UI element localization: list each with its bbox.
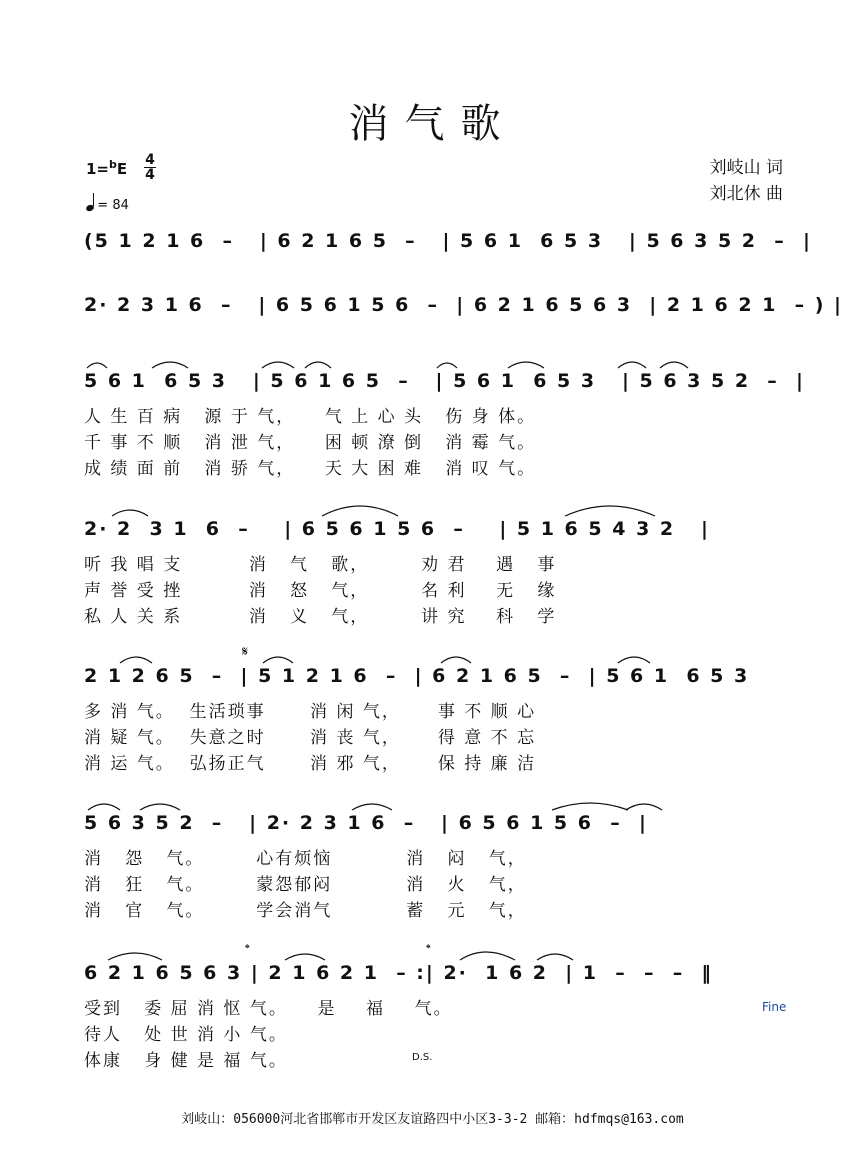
coda-sign-icon: 𝄌 bbox=[245, 942, 250, 957]
lyric-line: 私 人 关 系 消 义 气， 讲 究 科 学 bbox=[84, 607, 557, 627]
time-bottom: 4 bbox=[145, 167, 155, 183]
lyric-line: 人 生 百 病 源 于 气， 气 上 心 头 伤 身 体。 bbox=[84, 407, 537, 427]
song-title: 消气歌 bbox=[348, 101, 517, 147]
notation-system-1: (5 1 2 1 6 – | 6 2 1 6 5 – | 5 6 1 6 5 3 | 5 6 3 5 2 – | bbox=[84, 230, 812, 252]
coda-sign-icon: 𝄌 bbox=[426, 942, 431, 957]
lyric-line: 声 誉 受 挫 消 怒 气， 名 利 无 缘 bbox=[84, 581, 557, 601]
key-note: E bbox=[116, 160, 128, 178]
key-signature bbox=[86, 158, 127, 178]
time-signature bbox=[143, 153, 157, 182]
contact-footer: 刘岐山：056000河北省邯郸市开发区友谊路四中小区3-3-2 邮箱：hdfmqs@163.com bbox=[181, 1112, 684, 1127]
notation-system-7: 6 2 1 6 5 6 3 | 2 1 6 2 1 – :| 2· 1 6 2 | 1 – – – ‖ bbox=[84, 962, 713, 984]
lyric-line: 待人 处 世 消 小 气。 bbox=[84, 1025, 288, 1045]
composer-credit: 刘北休 曲 bbox=[709, 184, 783, 204]
tempo-value: = 84 bbox=[97, 198, 129, 213]
notation-system-3: 5 6 1 6 5 3 | 5 6 1 6 5 – | 5 6 1 6 5 3 | 5 6 3 5 2 – | bbox=[84, 370, 805, 392]
lyric-line: 消 怨 气。 心有烦恼 消 闷 气， bbox=[84, 849, 527, 869]
ds-marking: D.S. bbox=[412, 1052, 433, 1063]
segno-sign-icon: 𝄋 bbox=[242, 644, 249, 660]
notation-system-5: 2 1 2 6 5 – | 5 1 2 1 6 – | 6 2 1 6 5 – | 5 6 1 6 5 3 bbox=[84, 665, 750, 687]
lyric-line: 消 运 气。 弘扬正气 消 邪 气， 保 持 廉 洁 bbox=[84, 754, 537, 774]
note-stem bbox=[93, 193, 94, 206]
lyric-line: 多 消 气。 生活琐事 消 闲 气， 事 不 顺 心 bbox=[84, 702, 537, 722]
notation-system-6: 5 6 3 5 2 – | 2· 2 3 1 6 – | 6 5 6 1 5 6 – | bbox=[84, 812, 648, 834]
key-prefix: 1= bbox=[86, 160, 110, 178]
fine-marking: Fine bbox=[762, 1000, 787, 1014]
lyric-line: 受到 委 屈 消 怄 气。 是 福 气。 bbox=[84, 999, 453, 1019]
lyric-line: 消 疑 气。 失意之时 消 丧 气， 得 意 不 忘 bbox=[84, 728, 537, 748]
notation-system-2: 2· 2 3 1 6 – | 6 5 6 1 5 6 – | 6 2 1 6 5 6 3 | 2 1 6 2 1 – ) | bbox=[84, 294, 843, 316]
notation-system-4: 2· 2 3 1 6 – | 6 5 6 1 5 6 – | 5 1 6 5 4 3 2 | bbox=[84, 518, 710, 540]
tempo-marking bbox=[86, 196, 129, 213]
lyric-line: 成 绩 面 前 消 骄 气， 天 大 困 难 消 叹 气。 bbox=[84, 459, 537, 479]
lyricist-credit: 刘岐山 词 bbox=[709, 158, 783, 178]
lyric-line: 千 事 不 顺 消 泄 气， 困 顿 潦 倒 消 霉 气。 bbox=[84, 433, 537, 453]
time-top: 4 bbox=[145, 152, 155, 168]
lyric-line: 听 我 唱 支 消 气 歌， 劝 君 遇 事 bbox=[84, 555, 557, 575]
lyric-line: 消 狂 气。 蒙怨郁闷 消 火 气， bbox=[84, 875, 527, 895]
lyric-line: 消 官 气。 学会消气 蓄 元 气， bbox=[84, 901, 527, 921]
flat-sign: b bbox=[109, 158, 117, 171]
lyric-line: 体康 身 健 是 福 气。 bbox=[84, 1051, 288, 1071]
